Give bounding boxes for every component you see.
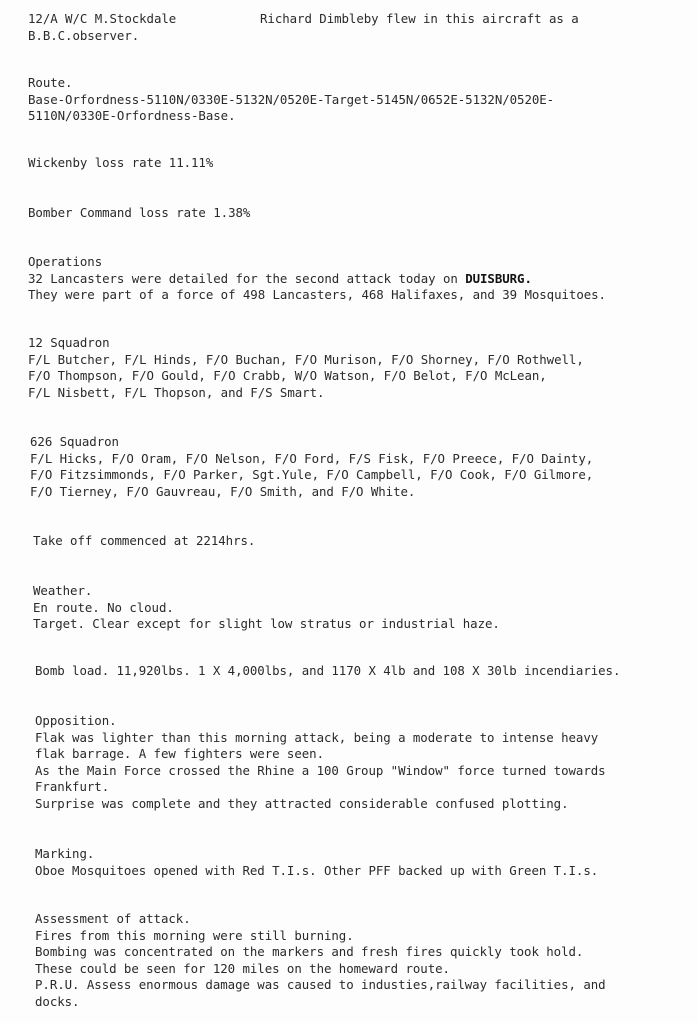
header-block [28, 11, 688, 44]
route-line: 5110N/0330E-Orfordness-Base. [28, 108, 236, 124]
operations-line-text: 32 Lancasters were detailed for the second attack today on [28, 270, 466, 286]
crew-list-line: F/O Tierney, F/O Gauvreau, F/O Smith, and F/O White. [30, 483, 416, 499]
wickenby-loss-rate-text: Wickenby loss rate 11.11% [28, 155, 214, 170]
operations-heading: Operations [28, 254, 103, 269]
observer-note-continued: B.B.C.observer. [28, 27, 140, 43]
marking-heading: Marking. [35, 846, 95, 861]
bomber-command-loss-rate [28, 205, 688, 222]
opposition-section [35, 713, 688, 813]
assessment-heading: Assessment of attack. [35, 911, 191, 926]
bomb-load-text: Bomb load. 11,920lbs. 1 X 4,000lbs, and 1170 X 4lb and 108 X 30lb incendiaries. [35, 663, 621, 678]
route-line: Base-Orfordness-5110N/0330E-5132N/0520E-Target-5145N/0652E-5132N/0520E- [28, 91, 555, 107]
crew-list-line: F/L Hicks, F/O Oram, F/O Nelson, F/O Ford, F/S Fisk, F/O Preece, F/O Dainty, [30, 450, 594, 466]
assessment-line: P.R.U. Assess enormous damage was caused to industies,railway facilities, and [35, 977, 606, 993]
opposition-line: Surprise was complete and they attracted considerable confused plotting. [35, 795, 569, 811]
weather-heading: Weather. [33, 583, 93, 598]
squadron-12-section [28, 335, 688, 401]
squadron-12-heading: 12 Squadron [28, 335, 110, 350]
wickenby-loss-rate [28, 155, 688, 172]
crew-list-line: F/O Fitzsimmonds, F/O Parker, Sgt.Yule, F/O Campbell, F/O Cook, F/O Gilmore, [30, 467, 594, 483]
operations-force-line: They were part of a force of 498 Lancasters, 468 Halifaxes, and 39 Mosquitoes. [28, 287, 606, 303]
squadron-626-heading: 626 Squadron [30, 434, 119, 449]
opposition-line: Frankfurt. [35, 779, 110, 795]
bomber-command-loss-rate-text: Bomber Command loss rate 1.38% [28, 205, 251, 220]
marking-section [35, 846, 688, 879]
opposition-line: flak barrage. A few fighters were seen. [35, 746, 324, 762]
bomb-load-section [35, 663, 688, 680]
takeoff-text: Take off commenced at 2214hrs. [33, 533, 256, 548]
squadron-626-section [30, 434, 688, 500]
operations-line [28, 271, 688, 288]
assessment-line: These could be seen for 120 miles on the homeward route. [35, 960, 450, 976]
opposition-line: As the Main Force crossed the Rhine a 100 Group "Window" force turned towards [35, 762, 606, 778]
opposition-line: Flak was lighter than this morning attack, being a moderate to intense heavy [35, 729, 599, 745]
assessment-line: docks. [35, 993, 80, 1009]
observer-note: Richard Dimbleby flew in this aircraft as a [260, 11, 579, 26]
crew-list-line: F/O Thompson, F/O Gould, F/O Crabb, W/O Watson, F/O Belot, F/O McLean, [28, 368, 547, 384]
route-heading: Route. [28, 75, 73, 90]
weather-section [33, 583, 688, 633]
route-section [28, 75, 688, 125]
crew-list-line: F/L Butcher, F/L Hinds, F/O Buchan, F/O Murison, F/O Shorney, F/O Rothwell, [28, 351, 584, 367]
assessment-line: Bombing was concentrated on the markers and fresh fires quickly took hold. [35, 944, 584, 960]
opposition-heading: Opposition. [35, 713, 117, 728]
assessment-section [35, 911, 688, 1011]
aircraft-captain-ref: 12/A W/C M.Stockdale [28, 11, 177, 26]
target-name: DUISBURG. [465, 270, 532, 286]
weather-target: Target. Clear except for slight low stratus or industrial haze. [33, 616, 500, 632]
operations-section [28, 254, 688, 304]
assessment-line: Fires from this morning were still burning. [35, 927, 354, 943]
marking-text: Oboe Mosquitoes opened with Red T.I.s. Other PFF backed up with Green T.I.s. [35, 862, 599, 878]
crew-list-line: F/L Nisbett, F/L Thopson, and F/S Smart. [28, 384, 325, 400]
weather-en-route: En route. No cloud. [33, 599, 174, 615]
takeoff-section [33, 533, 688, 550]
